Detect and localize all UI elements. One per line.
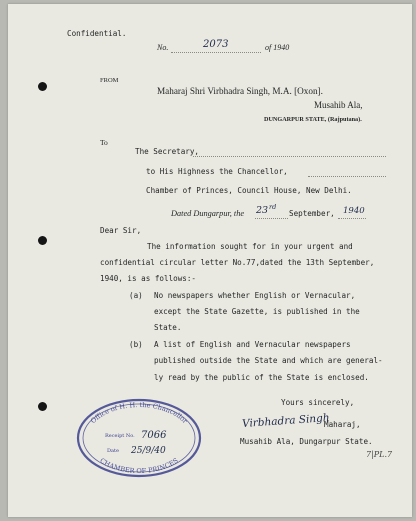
item-a-line-2: except the State Gazette, is published in the xyxy=(154,307,360,316)
body-line-3: 1940, is as follows:- xyxy=(100,274,197,283)
date-day-dotted-line xyxy=(255,218,288,219)
chamber-of-princes-stamp xyxy=(75,397,203,479)
recipient-line-3: Chamber of Princes, Council House, New Delhi. xyxy=(146,186,352,195)
date-prefix: Dated Dungarpur, the xyxy=(171,209,245,218)
ref-year: of 1940 xyxy=(265,43,290,52)
ref-number: 2073 xyxy=(203,39,229,50)
stamp-receipt-label: Receipt No. xyxy=(105,433,135,439)
recipient-dotted-line-1 xyxy=(193,156,386,157)
closing: Yours sincerely, xyxy=(281,398,355,407)
stamp-date-value: 25/9/40 xyxy=(131,446,166,456)
stamp-outer-ring xyxy=(78,400,200,476)
date-day-suffix: rd xyxy=(269,203,277,211)
punch-hole xyxy=(38,236,47,245)
body-line-1: The information sought for in your urgent and xyxy=(147,242,353,251)
initials-mark: 7|PL.7 xyxy=(366,450,393,459)
body-line-2: confidential circular letter No.77,dated the 13th September, xyxy=(100,258,375,267)
date-year-dotted-line xyxy=(338,218,366,219)
date-day: 23 xyxy=(256,205,269,216)
item-b-label: (b) xyxy=(129,340,143,349)
ref-dotted-line xyxy=(171,52,261,53)
sender-name: Maharaj Shri Virbhadra Singh, M.A. [Oxon]. xyxy=(157,86,323,96)
item-a-line-3: State. xyxy=(154,323,182,332)
letter-page xyxy=(8,4,412,517)
confidential-label: Confidential. xyxy=(67,29,127,38)
stamp-bottom-text: CHAMBER OF PRINCES xyxy=(98,456,180,476)
from-label: FROM xyxy=(100,77,119,84)
item-b-line-3: ly read by the public of the State is enclosed. xyxy=(154,373,369,382)
punch-hole xyxy=(38,82,47,91)
sender-state: DUNGARPUR STATE, (Rajputana). xyxy=(264,116,362,123)
stamp-receipt-number: 7066 xyxy=(141,430,167,441)
recipient-line-1: The Secretary, xyxy=(135,147,200,156)
item-b-line-1: A list of English and Vernacular newspapers xyxy=(154,340,351,349)
date-year: 1940 xyxy=(343,206,365,216)
salutation: Dear Sir, xyxy=(100,226,142,235)
item-b-line-2: published outside the State and which are general- xyxy=(154,356,383,365)
signature: Virbhadra Singh xyxy=(241,411,330,431)
item-a-line-1: No newspapers whether English or Vernacular, xyxy=(154,291,356,300)
signoff-title-2: Musahib Ala, Dungarpur State. xyxy=(240,437,373,446)
stamp-top-text: Office of H. H. the Chancellor xyxy=(89,400,190,426)
item-a-label: (a) xyxy=(129,291,143,300)
to-label: To xyxy=(100,138,108,147)
stamp-date-label: Date xyxy=(107,448,119,454)
punch-hole xyxy=(38,402,47,411)
date-month: September, xyxy=(289,209,335,218)
recipient-line-2: to His Highness the Chancellor, xyxy=(146,167,288,176)
recipient-dotted-line-2 xyxy=(308,176,386,177)
signoff-title-1: Maharaj, xyxy=(324,420,361,429)
ref-prefix: No. xyxy=(157,43,169,52)
sender-title: Musahib Ala, xyxy=(314,100,363,110)
